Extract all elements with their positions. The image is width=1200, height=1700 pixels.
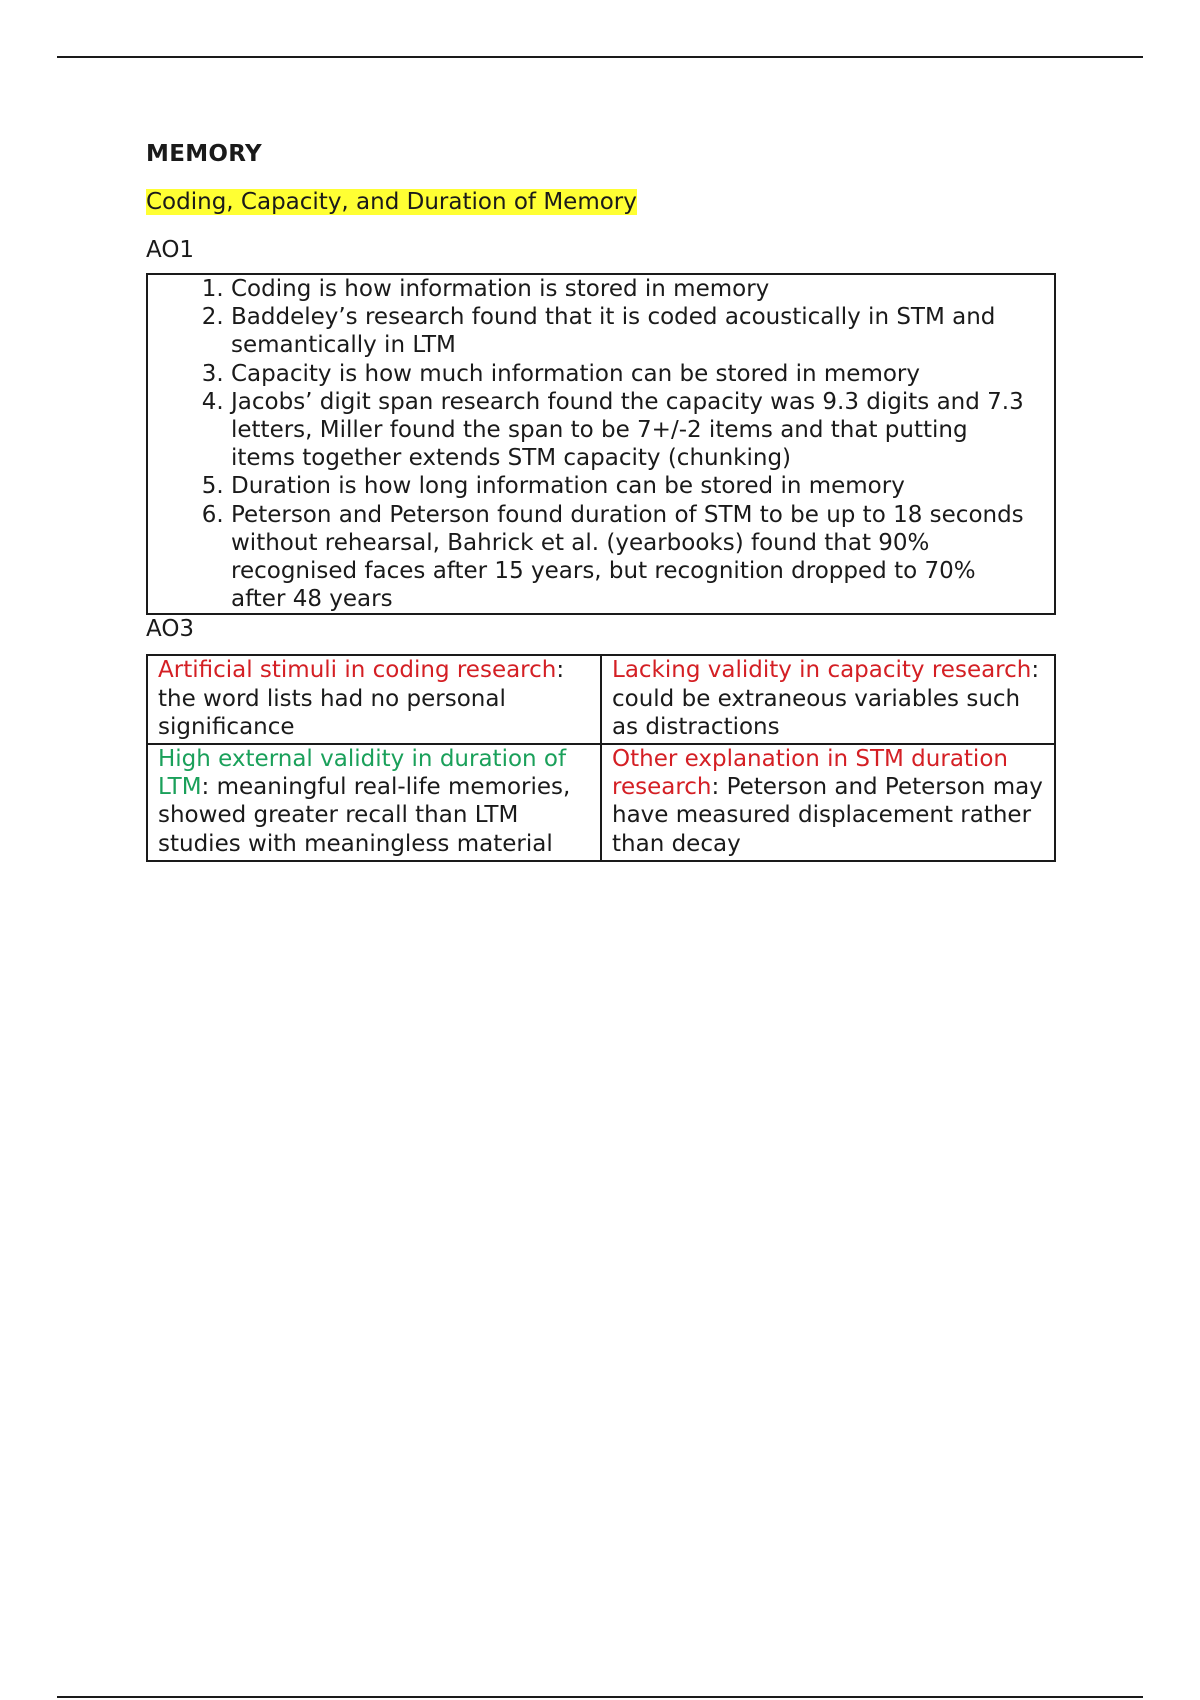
ao3-cell-heading: Artificial stimuli in coding research xyxy=(158,657,557,684)
ao3-cell-body: : could be extraneous variables such as distractions xyxy=(612,657,1040,740)
ao3-cell xyxy=(601,655,1055,744)
page-title: MEMORY xyxy=(146,141,262,167)
ao3-cell-heading: Lacking validity in capacity research xyxy=(612,657,1032,684)
ao3-cell-heading: High external validity in duration of LTM xyxy=(158,746,567,801)
subtitle-line xyxy=(146,188,1056,216)
ao3-cell-body: : meaningful real-life memories, showed greater recall than LTM studies with meaningless material xyxy=(158,774,571,857)
ao3-table xyxy=(146,654,1056,861)
list-item: 3. Capacity is how much information can be stored in memory xyxy=(231,360,1034,388)
ao3-cell xyxy=(147,744,601,861)
list-item: 4. Jacobs’ digit span research found the capacity was 9.3 digits and 7.3 letters, Miller found the span to be 7+/-2 items and that putting items together extends STM capacity (chunking) xyxy=(231,388,1034,473)
ao3-cell xyxy=(147,655,601,744)
ao3-cell-heading: Other explanation in STM duration research xyxy=(612,746,1008,801)
list-item: 2. Baddeley’s research found that it is coded acoustically in STM and semantically in LTM xyxy=(231,303,1034,359)
ao1-label: AO1 xyxy=(146,237,195,263)
ao3-cell xyxy=(601,744,1055,861)
ao3-label: AO3 xyxy=(146,616,195,643)
footer-rule xyxy=(57,1696,1143,1698)
ao3-cell-body: : Peterson and Peterson may have measured displacement rather than decay xyxy=(612,774,1043,857)
list-item: 1. Coding is how information is stored in memory xyxy=(231,275,1034,303)
highlighted-subtitle: Coding, Capacity, and Duration of Memory xyxy=(146,189,637,215)
list-item: 6. Peterson and Peterson found duration of STM to be up to 18 seconds without rehearsal, Bahrick et al. (yearbooks) found that 90% recognised faces after 15 years, but recognition dropped to 70% after 48 years xyxy=(231,501,1034,614)
table-row xyxy=(147,655,1055,744)
document-body xyxy=(146,140,1056,862)
list-item: 5. Duration is how long information can be stored in memory xyxy=(231,472,1034,500)
ao1-list xyxy=(148,275,1034,613)
ao3-cell-body: : the word lists had no personal significance xyxy=(158,657,565,740)
table-row xyxy=(147,744,1055,861)
ao1-box xyxy=(146,273,1056,615)
header-rule xyxy=(57,56,1143,58)
